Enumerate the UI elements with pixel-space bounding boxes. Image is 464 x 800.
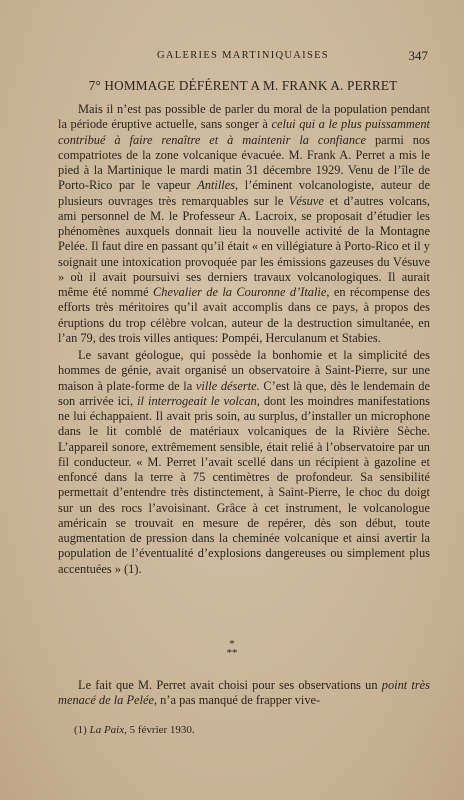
- italic-segment: celui qui a le plus puissamment contribué à faire renaître et à maintenir la confiance: [58, 117, 430, 147]
- asterism-top: *: [229, 638, 235, 650]
- text-segment: dont les moindres manifestations ne lui échappaient. Il avait pris soin, au surplus, d’installer un microphone dans le lit comblé de matériaux volcaniques de la Rivière Sèche. L’appareil sonore, extrêmement sensible, était relié à l’observatoire par un fil conducteur. « M. Perret l’avait scellé dans un récipient à gazoline et enfoncé dans la terre à 75 centimètres de profondeur. Sa sensibilité permettait d’entendre très distinctement, à Saint-Pierre, le choc du doigt sur un des rocs l’avoisinant. Grâce à cet instrument, le volcanologue américain se trouvait en mesure de repérer, dès son début, toute augmentation de pression dans la cheminée volcanique et ainsi avertir la population de l’éventualité d’explosions dangereuses ou simplement plus accentuées » (1).: [58, 393, 430, 576]
- text-segment: l’éminent volcanologiste, auteur de plusieurs ouvrages très remarquables sur le: [58, 178, 431, 208]
- text-segment: en récompense des efforts très méritoires qu’il avait accomplis dans ce pays, à propos des éruptions du trop célèbre volcan, auteur de la destruction simultanée, en l’an 79, des trois villes antiques: Pompéi, Herculanum et Stabies.: [58, 285, 430, 345]
- italic-segment: ville déserte.: [195, 378, 260, 393]
- italic-segment: point très menacé de la Pelée,: [58, 678, 430, 708]
- italic-segment: il interrogeait le volcan,: [137, 393, 260, 408]
- asterism-bottom: **: [226, 647, 238, 659]
- section-heading: 7° HOMMAGE DÉFÉRENT A M. FRANK A. PERRET: [88, 78, 398, 93]
- text-segment: Le savant géologue, qui possède la bonhomie et la simplicité des hommes de génie, avait organisé un observatoire à Saint-Pierre, sur une maison à plate-forme de la: [58, 348, 430, 393]
- page-number: 347: [408, 48, 428, 63]
- text-segment: et d’autres volcans, ami personnel de M. le Professeur A. Lacroix, se proposait d’étudier les phénomènes auxquels donnait lieu la nouvelle activité de la Montagne Pelée. Il faut dire en passant qu’il était « en villégiature à Porto-Rico et il y soignait une intoxication provoquée par les émissions gazeuses du Vésuve » où il avait poursuivi ses derniers travaux volcanologiques. Il aurait même été nommé: [58, 193, 430, 299]
- italic-segment: Antilles,: [197, 178, 239, 193]
- paragraph: [58, 678, 430, 709]
- footnote-marker: (1): [74, 724, 87, 736]
- footnote-date: 5 février 1930.: [129, 724, 195, 736]
- footnote-source: La Paix,: [89, 724, 127, 736]
- italic-segment: Chevalier de la Couronne d’Italie,: [153, 285, 330, 299]
- running-head: [58, 48, 428, 66]
- body-text: [58, 102, 430, 579]
- text-segment: n’a pas manqué de frapper vive-: [157, 693, 321, 708]
- text-segment: parmi nos compatriotes de la zone volcanique évacuée. M. Frank A. Perret a mis le pied à la Martinique le mardi matin 31 décembre 1929. Venu de l’île de Porto-Rico par le vapeur: [58, 132, 431, 193]
- text-segment: C’est là que, dès le lendemain de son arrivée ici,: [58, 378, 430, 408]
- footnote: [74, 724, 195, 736]
- section-break-asterism: [0, 640, 464, 658]
- closing-text: [58, 678, 430, 709]
- paragraph: [58, 102, 430, 346]
- italic-segment: Vésuve: [288, 193, 324, 208]
- text-segment: Mais il n’est pas possible de parler du moral de la population pendant la période éruptive actuelle, sans songer à: [58, 102, 430, 132]
- text-segment: Le fait que M. Perret avait choisi pour ses observations un: [78, 678, 382, 692]
- running-title: GALERIES MARTINIQUAISES: [157, 50, 329, 61]
- paragraph: [58, 348, 430, 577]
